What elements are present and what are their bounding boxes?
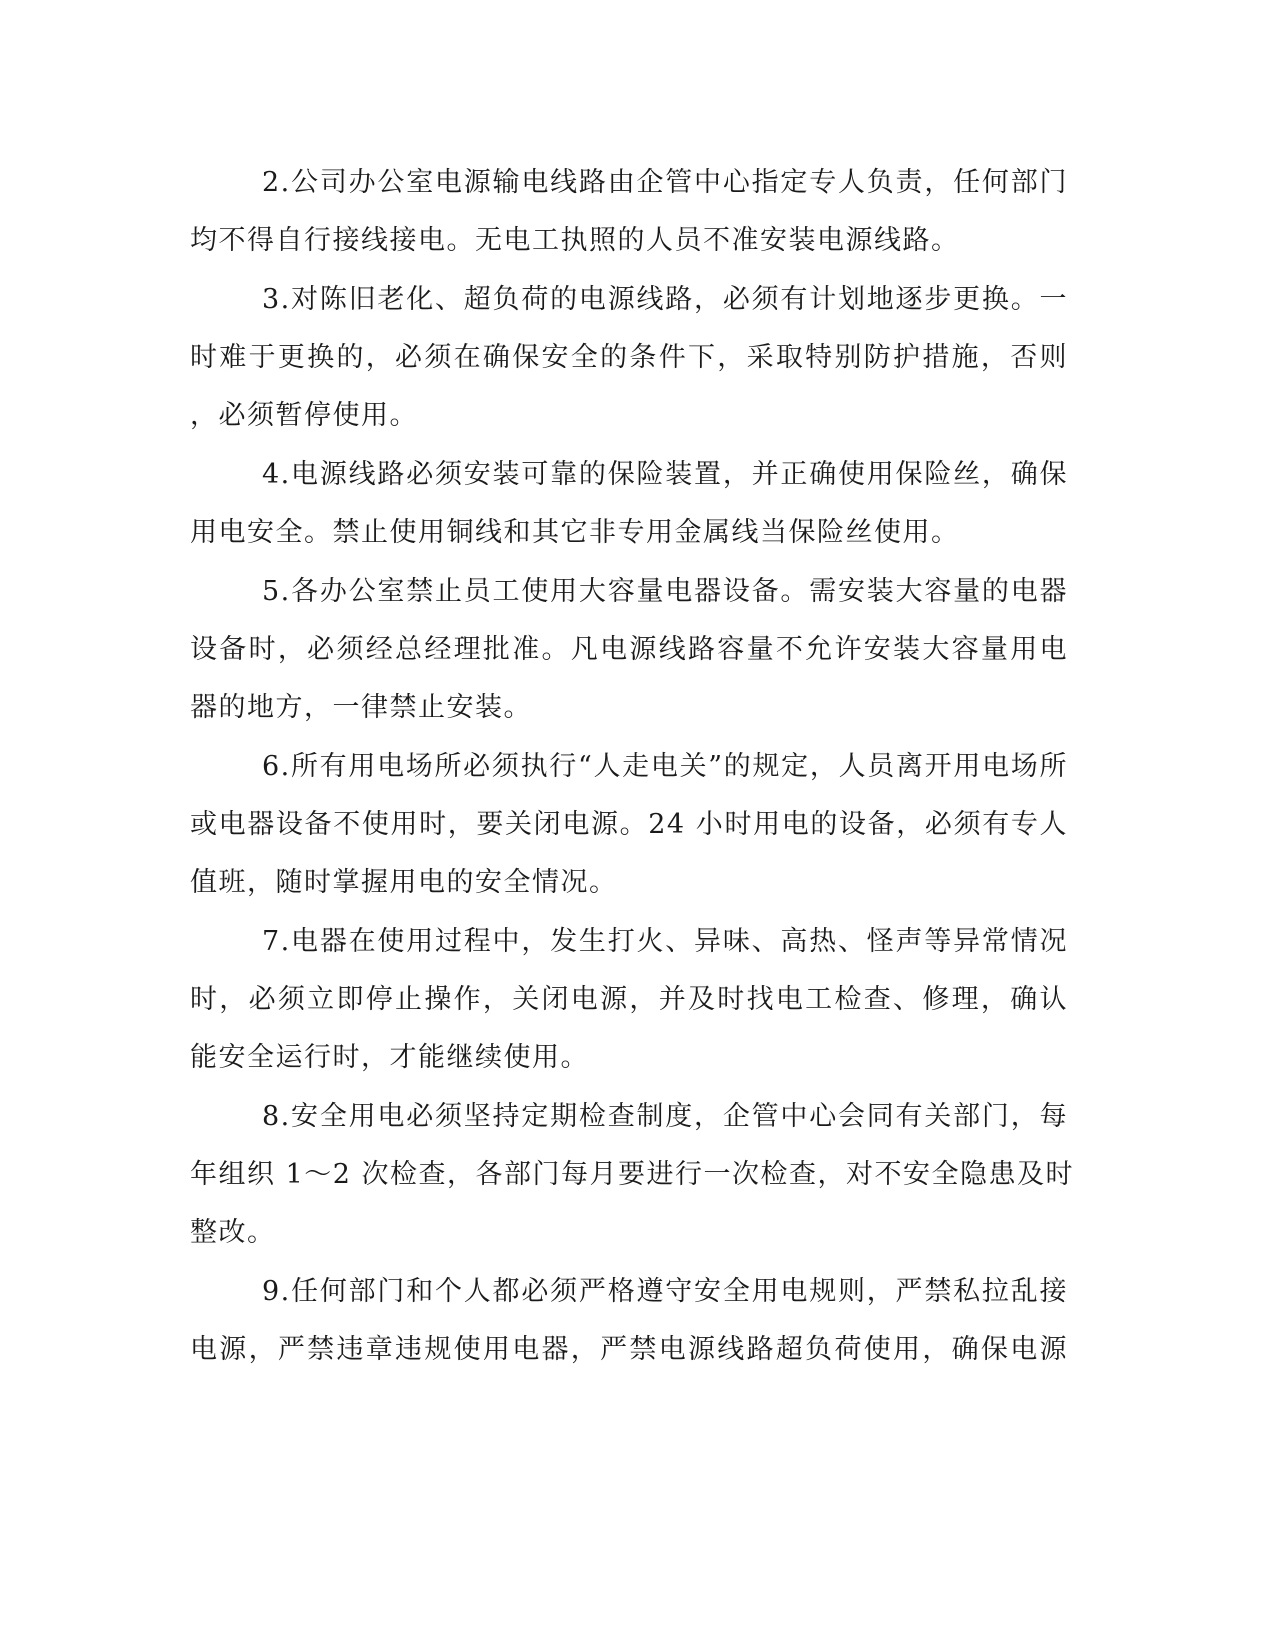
paragraph-6-line-2: 或电器设备不使用时，要关闭电源。24 小时用电的设备，必须有专人	[190, 809, 1068, 840]
paragraph-9-line-1: 9.任何部门和个人都必须严格遵守安全用电规则，严禁私拉乱接	[262, 1276, 1068, 1307]
paragraph-5-line-2: 设备时，必须经总经理批准。凡电源线路容量不允许安装大容量用电	[190, 634, 1068, 665]
paragraph-7-line-3: 能安全运行时，才能继续使用。	[190, 1042, 589, 1073]
paragraph-3-line-2: 时难于更换的，必须在确保安全的条件下，采取特别防护措施，否则	[190, 342, 1068, 373]
paragraph-8-line-3: 整改。	[190, 1217, 276, 1248]
paragraph-4-line-2: 用电安全。禁止使用铜线和其它非专用金属线当保险丝使用。	[190, 517, 960, 548]
paragraph-5-line-3: 器的地方，一律禁止安装。	[190, 692, 532, 723]
paragraph-3-line-1: 3.对陈旧老化、超负荷的电源线路，必须有计划地逐步更换。一	[262, 284, 1068, 315]
paragraph-7-line-1: 7.电器在使用过程中，发生打火、异味、高热、怪声等异常情况	[262, 926, 1068, 957]
paragraph-6-line-3: 值班，随时掌握用电的安全情况。	[190, 867, 618, 898]
paragraph-7-line-2: 时，必须立即停止操作，关闭电源，并及时找电工检查、修理，确认	[190, 984, 1068, 1015]
paragraph-5-line-1: 5.各办公室禁止员工使用大容量电器设备。需安装大容量的电器	[262, 576, 1068, 607]
paragraph-3-line-3: ，必须暂停使用。	[190, 400, 418, 431]
paragraph-8-line-2: 年组织 1～2 次检查，各部门每月要进行一次检查，对不安全隐患及时	[190, 1159, 1075, 1190]
paragraph-2-line-1: 2.公司办公室电源输电线路由企管中心指定专人负责，任何部门	[262, 167, 1068, 198]
paragraph-2-line-2: 均不得自行接线接电。无电工执照的人员不准安装电源线路。	[190, 225, 960, 256]
paragraph-9-line-2: 电源，严禁违章违规使用电器，严禁电源线路超负荷使用，确保电源	[190, 1334, 1068, 1365]
paragraph-8-line-1: 8.安全用电必须坚持定期检查制度，企管中心会同有关部门，每	[262, 1101, 1068, 1132]
paragraph-6-line-1: 6.所有用电场所必须执行“人走电关”的规定，人员离开用电场所	[262, 751, 1068, 782]
paragraph-4-line-1: 4.电源线路必须安装可靠的保险装置，并正确使用保险丝，确保	[262, 459, 1068, 490]
